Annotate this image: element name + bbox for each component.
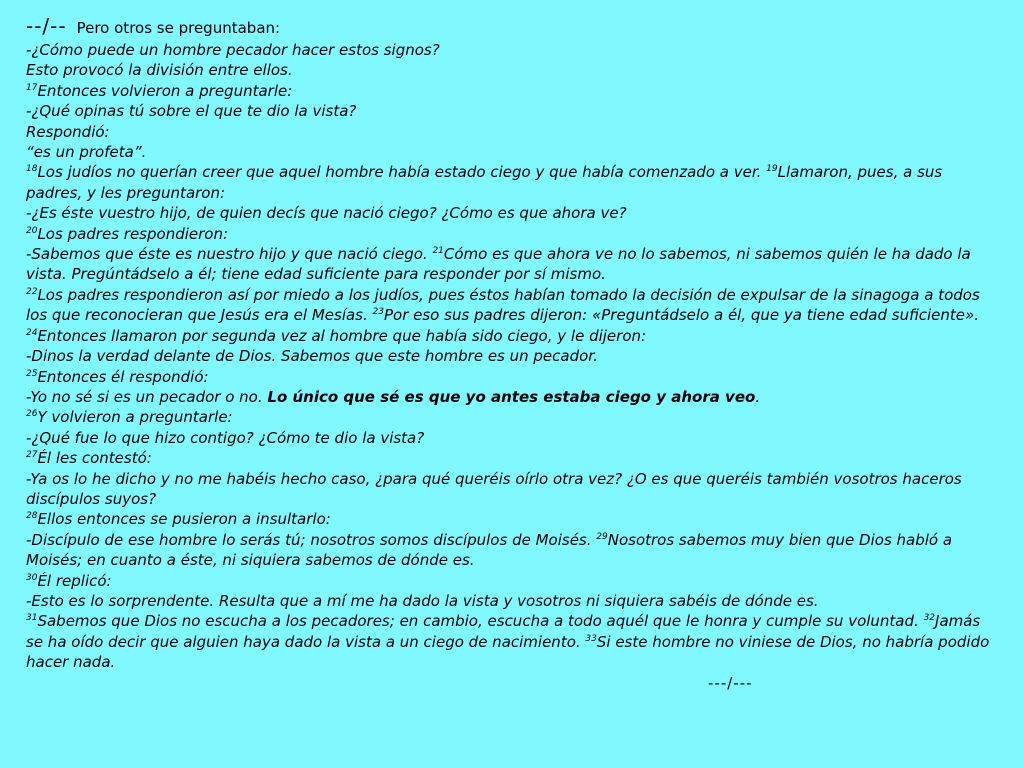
verse-text: Los padres respondieron así por miedo a los judíos, pues éstos habían tomado la decisión de expulsar de la sinagoga a todos los que reconocieran que Jesús era el Mesías. [26,285,980,325]
verse-17 [26,81,996,101]
passage-line: -¿Es éste vuestro hijo, de quien decís que nació ciego? ¿Cómo es que ahora ve? [26,204,627,223]
verse-27 [26,448,996,468]
bold-emphasis: Lo único que sé es que yo antes estaba ciego y ahora veo [267,387,756,406]
verse-text: . [755,387,761,406]
verse-number: 23 [372,307,384,318]
verse-29 [26,530,996,571]
verse-30 [26,571,996,591]
verse-text: Los padres respondieron: [37,224,229,243]
verse-21 [26,244,996,285]
verse-text: Y volvieron a preguntarle: [37,408,233,427]
verse-25 [26,367,996,387]
verse-text: Por eso sus padres dijeron: «Preguntádselo a él, que ya tiene edad suficiente». [383,306,980,325]
verse-text: Entonces llamaron por segunda vez al hombre que había sido ciego, y le dijeron: [37,326,647,345]
passage-line: -¿Cómo puede un hombre pecador hacer estos signos? [26,41,440,59]
verse-number: 17 [26,82,38,93]
verse-number: 21 [432,246,444,257]
verse-31-33 [26,611,996,672]
verse-text: Sabemos que Dios no escucha a los pecadores; en cambio, escucha a todo aquél que le honra y cumple su voluntad. [37,612,924,631]
footer-separator-mark: ---/--- [708,673,753,692]
verse-22-23 [26,285,996,326]
passage-line: Esto provocó la división entre ellos. [26,61,293,80]
verse-number: 26 [26,409,38,420]
verse-number: 28 [26,511,38,522]
verse-20 [26,224,996,244]
passage-line: -Ya os lo he dicho y no me habéis hecho caso, ¿para qué queréis oírlo otra vez? ¿O es que queréis también vosotros haceros discípulos suyos? [26,469,962,508]
verse-number: 30 [26,572,38,583]
passage-line: -Esto es lo sorprendente. Resulta que a mí me ha dado la vista y vosotros ni siquiera sabéis de dónde es. [26,591,819,610]
verse-number: 22 [26,286,38,297]
verse-text: Entonces volvieron a preguntarle: [37,81,293,100]
verse-number: 19 [766,164,778,175]
verse-text: Él les contestó: [37,449,152,468]
verse-24 [26,326,996,346]
verse-text: Entonces él respondió: [37,367,209,386]
verse-text: Jamás se ha oído decir que alguien haya dado la vista a un ciego de nacimiento. [26,612,981,651]
scripture-passage [26,12,996,693]
verse-number: 27 [26,450,38,461]
passage-line-emphasis [26,387,996,407]
verse-text: -Discípulo de ese hombre lo serás tú; nosotros somos discípulos de Moisés. [26,530,597,549]
verse-text: -Yo no sé si es un pecador o no. [26,387,268,406]
verse-text: Ellos entonces se pusieron a insultarlo: [37,510,331,529]
passage-line: “es un profeta”. [26,143,147,162]
verse-text: Si este hombre no viniese de Dios, no habría podido hacer nada. [26,632,990,672]
verse-number: 25 [26,368,38,379]
verse-26 [26,407,996,427]
passage-header [26,12,996,40]
passage-line: Respondió: [26,122,110,141]
verse-number: 32 [923,613,936,624]
passage-line: -¿Qué fue lo que hizo contigo? ¿Cómo te dio la vista? [26,428,425,447]
header-separator-mark: --/-- [26,14,67,38]
verse-number: 33 [585,633,597,644]
verse-number: 24 [26,327,38,338]
verse-28 [26,509,996,529]
verse-number: 31 [26,613,38,624]
verse-text: Nosotros sabemos muy bien que Dios habló a Moisés; en cuanto a éste, ni siquiera sabemos de dónde es. [26,530,953,570]
verse-number: 29 [596,531,608,542]
verse-text: -Sabemos que éste es nuestro hijo y que nació ciego. [26,245,433,264]
verse-text: Los judíos no querían creer que aquel hombre había estado ciego y que había comenzado a ver. [37,163,767,182]
passage-line: -Dinos la verdad delante de Dios. Sabemos que este hombre es un pecador. [26,347,598,366]
verse-number: 20 [26,225,38,236]
header-text: Pero otros se preguntaban: [76,19,281,37]
verse-18-19 [26,162,996,203]
verse-text: Cómo es que ahora ve no lo sabemos, ni sabemos quién le ha dado la vista. Pregúntádselo a él; tiene edad suficiente para responder por sí mismo. [26,245,971,284]
verse-text: Llamaron, pues, a sus padres, y les preguntaron: [26,163,943,202]
verse-number: 18 [26,164,38,175]
verse-text: Él replicó: [37,571,112,590]
passage-line: -¿Qué opinas tú sobre el que te dio la vista? [26,102,357,121]
